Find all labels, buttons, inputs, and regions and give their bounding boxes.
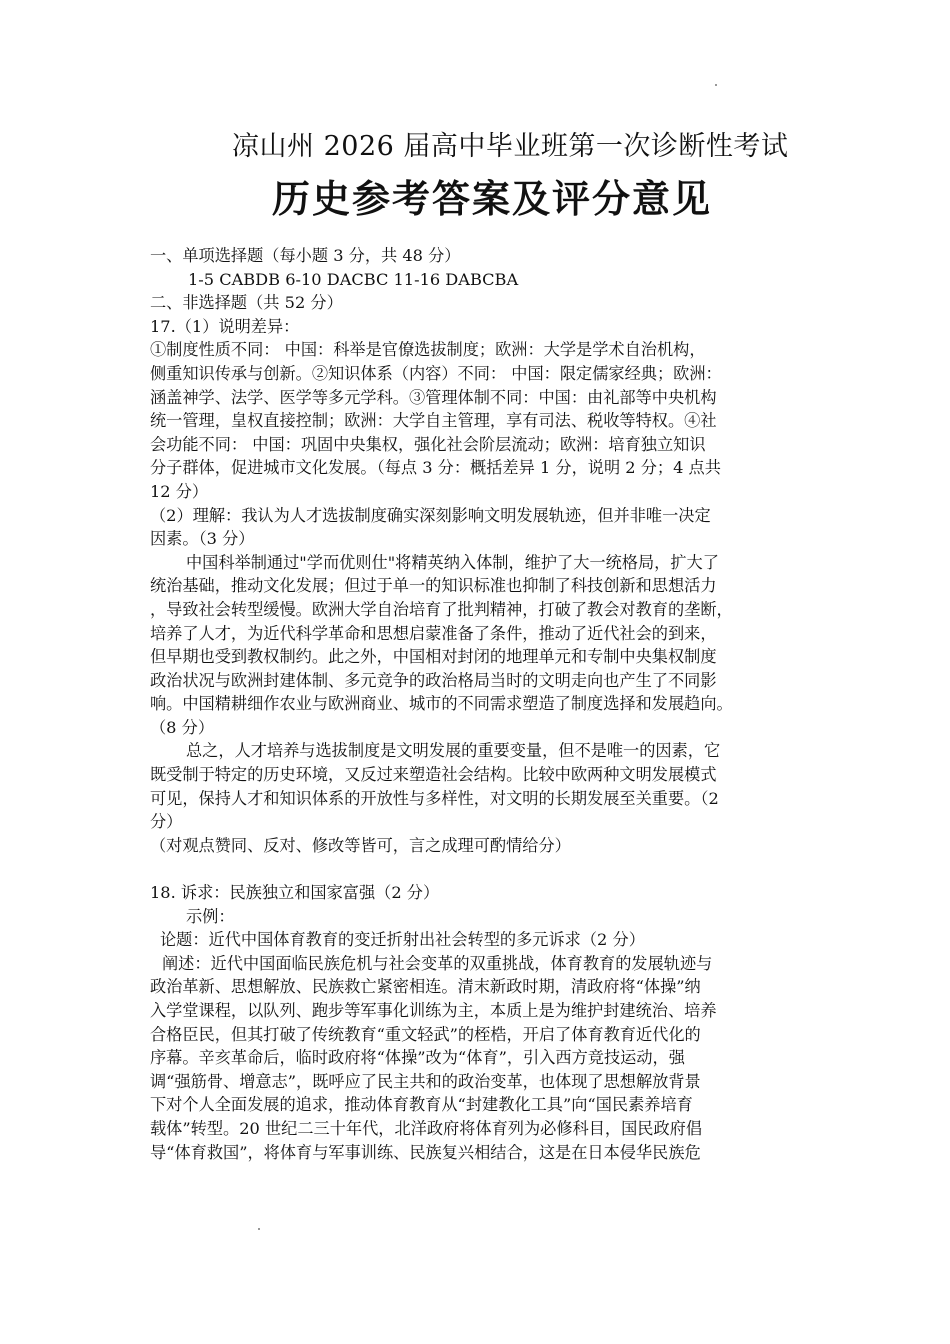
text-line: 政治革新、思想解放、民族救亡紧密相连。清末新政时期，清政府将“体操”纳 <box>150 977 701 997</box>
text-line: 总之，人才培养与选拔制度是文明发展的重要变量，但不是唯一的因素，它 <box>186 741 721 761</box>
text-line: （8 分） <box>150 717 215 737</box>
section-heading: 一、单项选择题（每小题 3 分，共 48 分） <box>150 246 461 265</box>
text-line: （对观点赞同、反对、修改等皆可，言之成理可酌情给分） <box>150 835 571 855</box>
text-line: 入学堂课程，以队列、跑步等军事化训练为主，本质上是为维护封建统治、培养 <box>150 1001 717 1020</box>
text-line: 培养了人才，为近代科学革命和思想启蒙准备了条件，推动了近代社会的到来， <box>150 623 717 643</box>
text-line: 论题：近代中国体育教育的变迁折射出社会转型的多元诉求（2 分） <box>160 930 645 950</box>
text-line: ①制度性质不同： 中国：科举是官僚选拔制度；欧洲：大学是学术自治机构， <box>150 340 706 360</box>
text-line: 因素。（3 分） <box>150 529 255 549</box>
text-line: 侧重知识传承与创新。②知识体系（内容）不同： 中国：限定儒家经典；欧洲： <box>150 363 722 383</box>
scan-speck <box>258 1228 260 1230</box>
text-line: ，导致社会转型缓慢。欧洲大学自治培育了批判精神，打破了教会对教育的垄断， <box>150 599 733 619</box>
answer-key: 1-5 CABDB 6-10 DACBC 11-16 DABCBA <box>188 269 519 289</box>
text-line: 政治状况与欧洲封建体制、多元竞争的政治格局当时的文明走向也产生了不同影 <box>150 670 717 690</box>
text-line: 既受制于特定的历史环境，又反过来塑造社会结构。比较中欧两种文明发展模式 <box>150 765 717 785</box>
exam-title: 凉山州 2026 届高中毕业班第一次诊断性考试 <box>232 131 789 162</box>
scan-speck <box>715 84 717 86</box>
text-line: 但早期也受到教权制约。此之外，中国相对封闭的地理单元和专制中央集权制度 <box>150 647 717 667</box>
text-line: 中国科举制通过"学而优则仕"将精英纳入体制，维护了大一统格局，扩大了 <box>186 552 719 572</box>
text-line: 分） <box>150 812 183 832</box>
question-heading: 17.（1）说明差异： <box>150 316 300 336</box>
text-line: 调“强筋骨、增意志”，既呼应了民主共和的政治变革，也体现了思想解放背景 <box>150 1071 701 1091</box>
text-line: 统一管理，皇权直接控制；欧洲：大学自主管理，享有司法、税收等特权。④社 <box>150 411 717 431</box>
question-heading: 18. 诉求：民族独立和国家富强（2 分） <box>150 883 440 903</box>
text-line: 载体”转型。20 世纪二三十年代，北洋政府将体育列为必修科目，国民政府倡 <box>150 1118 703 1138</box>
text-line: 分子群体，促进城市文化发展。（每点 3 分：概括差异 1 分，说明 2 分；4 点共 <box>150 458 721 478</box>
text-line: 统治基础，推动文化发展；但过于单一的知识标准也抑制了科技创新和思想活力 <box>150 576 717 596</box>
text-line: 可见，保持人才和知识体系的开放性与多样性，对文明的长期发展至关重要。（2 <box>150 788 719 808</box>
text-line: 示例： <box>186 906 235 926</box>
text-line: 会功能不同： 中国：巩固中央集权，强化社会阶层流动；欧洲：培育独立知识 <box>150 434 706 454</box>
text-line: 下对个人全面发展的追求，推动体育教育从“封建教化工具”向“国民素养培育 <box>150 1095 693 1115</box>
blank-line <box>150 857 832 881</box>
text-line: 序幕。辛亥革命后，临时政府将“体操”改为“体育”，引入西方竞技运动，强 <box>150 1048 685 1068</box>
text-line: 响。中国精耕细作农业与欧洲商业、城市的不同需求塑造了制度选择和发展趋向。 <box>150 694 733 714</box>
section-heading: 二、非选择题（共 52 分） <box>150 293 343 313</box>
document-title: 历史参考答案及评分意见 <box>272 177 713 221</box>
document-body <box>150 244 832 1164</box>
text-line: 合格臣民，但其打破了传统教育“重文轻武”的桎梏，开启了体育教育近代化的 <box>150 1024 701 1044</box>
text-line: 涵盖神学、法学、医学等多元学科。③管理体制不同：中国：由礼部等中央机构 <box>150 387 717 407</box>
text-line: 12 分） <box>150 481 209 501</box>
text-line: 导“体育救国”，将体育与军事训练、民族复兴相结合，这是在日本侵华民族危 <box>150 1142 701 1162</box>
text-line: 阐述：近代中国面临民族危机与社会变革的双重挑战，体育教育的发展轨迹与 <box>162 953 713 973</box>
text-line: （2）理解：我认为人才选拔制度确实深刻影响文明发展轨迹，但并非唯一决定 <box>150 505 711 525</box>
